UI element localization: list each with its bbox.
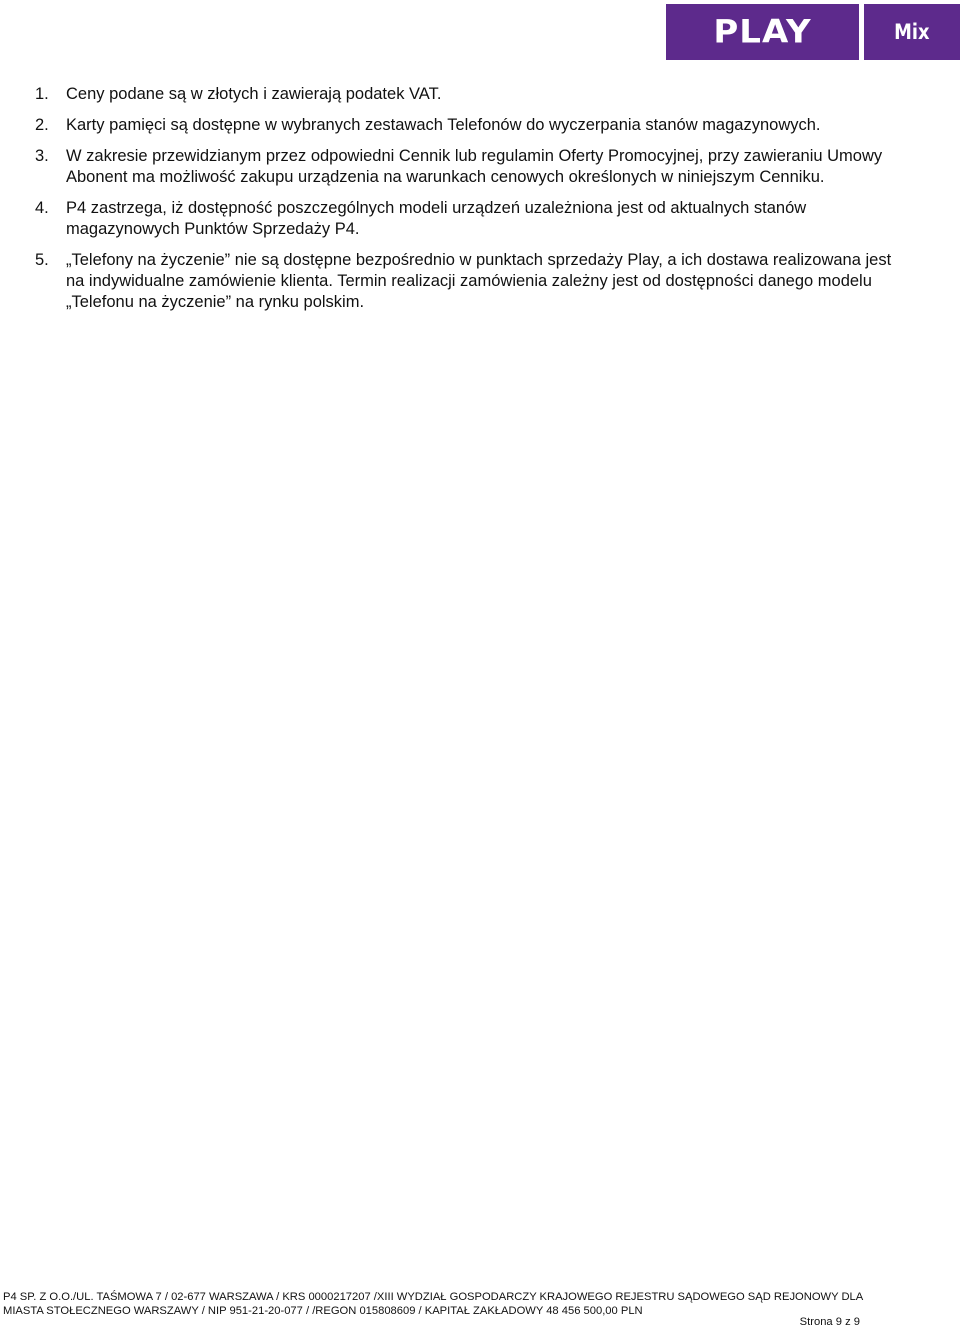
note-number: 2. [35, 116, 49, 134]
note-item [0, 198, 900, 240]
note-number: 1. [35, 85, 49, 103]
note-item [0, 84, 900, 105]
note-item [0, 146, 900, 188]
note-number: 4. [35, 199, 49, 217]
note-text: „Telefony na życzenie” nie są dostępne bezpośrednio w punktach sprzedaży Play, a ich dostawa realizowana jest na indywidualne zamówienie klienta. Termin realizacji zamówienia zależny jest od dostępności danego modelu „Telefonu na życzenie” na rynku polskim. [66, 251, 892, 311]
note-text: P4 zastrzega, iż dostępność poszczególnych modeli urządzeń uzależniona jest od aktualnych stanów magazynowych Punktów Sprzedaży P4. [66, 199, 807, 238]
plan-badge-label: Mix [894, 20, 930, 44]
footer-line-2: MIASTA STOŁECZNEGO WARSZAWY / NIP 951-21-20-077 / /REGON 015808609 / KAPITAŁ ZAKŁADOWY 48 456 500,00 PLN [3, 1305, 643, 1317]
note-text: Karty pamięci są dostępne w wybranych zestawach Telefonów do wyczerpania stanów magazynowych. [66, 116, 821, 134]
note-number: 5. [35, 251, 49, 269]
notes-list [0, 80, 900, 313]
play-logo-text: PLAY [713, 13, 812, 51]
plan-badge [864, 4, 960, 60]
note-item [0, 250, 900, 313]
note-text: Ceny podane są w złotych i zawierają podatek VAT. [66, 85, 442, 103]
footer-line-1: P4 SP. Z O.O./UL. TAŚMOWA 7 / 02-677 WARSZAWA / KRS 0000217207 /XIII WYDZIAŁ GOSPODARCZY KRAJOWEGO REJESTRU SĄDOWEGO SĄD REJONOWY DLA [3, 1291, 864, 1303]
note-item [0, 115, 900, 136]
page-number: Strona 9 z 9 [799, 1316, 860, 1328]
note-number: 3. [35, 147, 49, 165]
note-text: W zakresie przewidzianym przez odpowiedni Cennik lub regulamin Oferty Promocyjnej, przy zawieraniu Umowy Abonent ma możliwość zakupu urządzenia na warunkach cenowych określonych w niniejszym Cenniku. [66, 147, 883, 186]
company-footer [3, 1290, 953, 1318]
play-logo [666, 4, 859, 60]
